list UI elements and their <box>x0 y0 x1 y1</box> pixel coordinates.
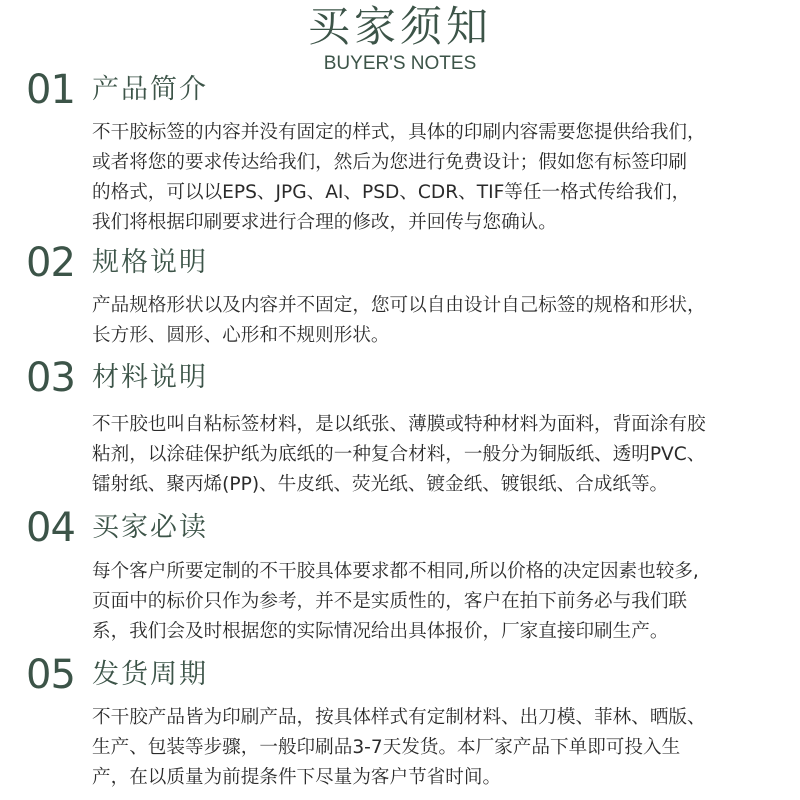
section-body <box>92 410 782 500</box>
page-title: 买家须知 <box>307 2 492 51</box>
section-body <box>92 557 782 647</box>
body-line: 或者将您的要求传达给我们，然后为您进行免费设计；假如您有标签印刷 <box>92 152 688 173</box>
body-line: 粘剂，以涂硅保护纸为底纸的一种复合材料，一般分为铜版纸、透明PVC、 <box>92 444 706 465</box>
section-heading: 发货周期 <box>92 659 208 690</box>
section-heading: 产品简介 <box>92 74 208 105</box>
section-number: 01 <box>26 67 75 113</box>
body-line: 产品规格形状以及内容并不固定，您可以自由设计自己标签的规格和形状， <box>92 295 706 316</box>
section-number: 03 <box>26 355 75 401</box>
body-line: 生产、包装等步骤，一般印刷品3-7天发货。本厂家产品下单即可投入生 <box>92 737 681 758</box>
section-body <box>92 703 782 793</box>
body-line: 产，在以质量为前提条件下尽量为客户节省时间。 <box>92 767 502 788</box>
page-subtitle: BUYER'S NOTES <box>323 53 477 74</box>
body-line: 系，我们会及时根据您的实际情况给出具体报价，厂家直接印刷生产。 <box>92 621 669 642</box>
body-line: 不干胶也叫自粘标签材料，是以纸张、薄膜或特种材料为面料，背面涂有胶 <box>92 414 706 435</box>
body-line: 的格式，可以以EPS、JPG、AI、PSD、CDR、TIF等任一格式传给我们， <box>92 182 691 203</box>
section-body <box>92 291 782 351</box>
body-line: 不干胶产品皆为印刷产品，按具体样式有定制材料、出刀模、菲林、晒版、 <box>92 707 706 728</box>
body-line: 每个客户所要定制的不干胶具体要求都不相同,所以价格的决定因素也较多, <box>92 561 699 582</box>
section-number: 05 <box>26 652 75 698</box>
body-line: 长方形、圆形、心形和不规则形状。 <box>92 325 390 346</box>
body-line: 页面中的标价只作为参考，并不是实质性的，客户在拍下前务必与我们联 <box>92 591 688 612</box>
section-number: 02 <box>26 240 75 286</box>
section-number: 04 <box>26 505 75 551</box>
section-heading: 规格说明 <box>92 247 208 278</box>
section-heading: 材料说明 <box>92 362 208 393</box>
body-line: 我们将根据印刷要求进行合理的修改，并回传与您确认。 <box>92 212 557 233</box>
section-heading: 买家必读 <box>92 512 208 543</box>
section-body <box>92 118 782 238</box>
body-line: 不干胶标签的内容并没有固定的样式，具体的印刷内容需要您提供给我们， <box>92 122 706 143</box>
body-line: 镭射纸、聚丙烯(PP)、牛皮纸、荧光纸、镀金纸、镀银纸、合成纸等。 <box>92 474 669 495</box>
